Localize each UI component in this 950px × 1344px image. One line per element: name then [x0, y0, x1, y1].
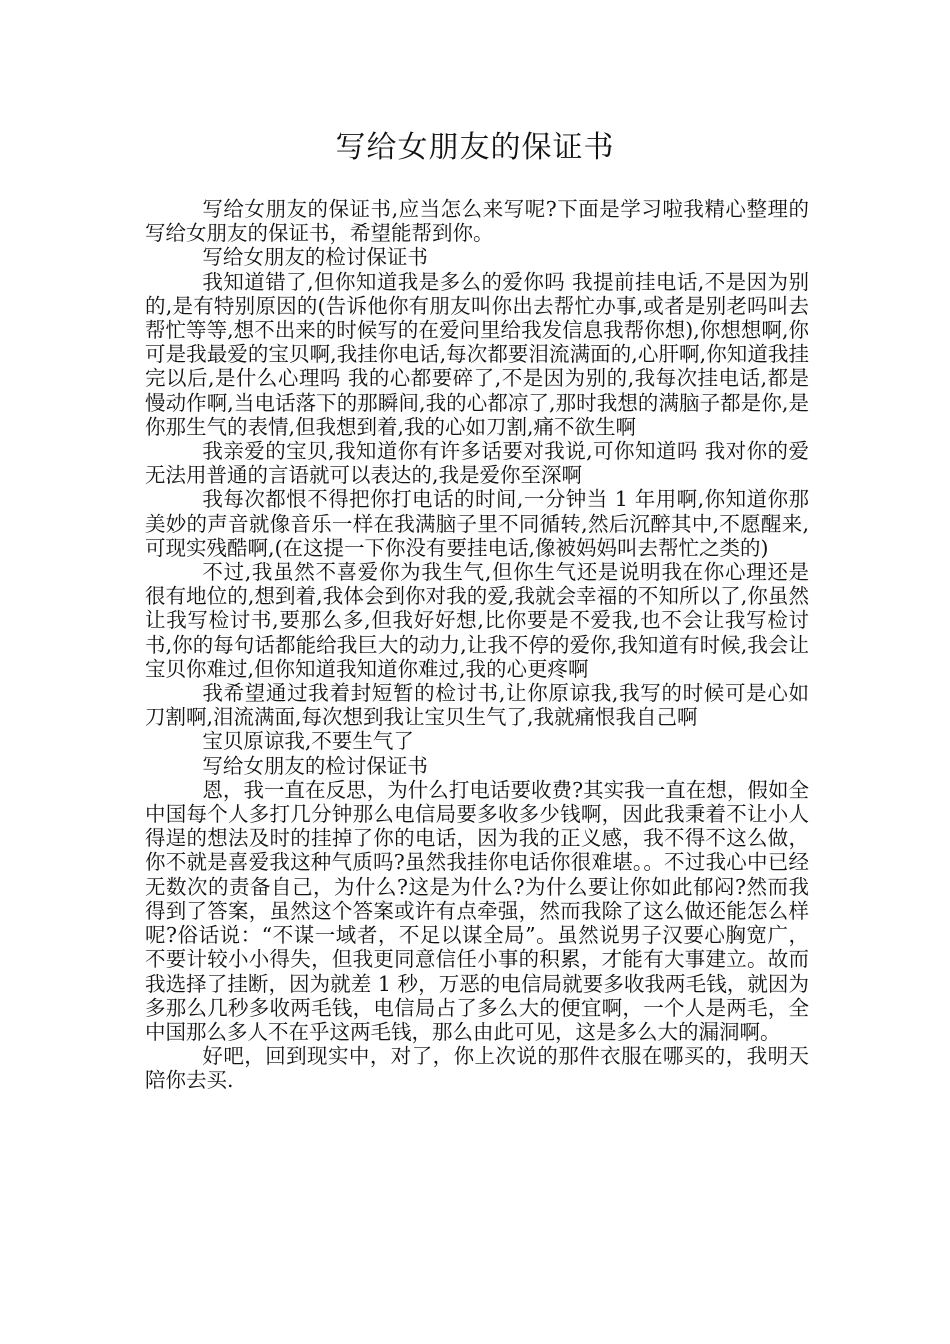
document-title: 写给女朋友的保证书 [335, 130, 615, 165]
section-heading: 写给女朋友的检讨保证书 [202, 245, 428, 270]
paragraph: 好吧，回到现实中，对了，你上次说的那件衣服在哪买的，我明天陪你去买. [145, 1044, 809, 1093]
paragraph: 恩，我一直在反思，为什么打电话要收费?其实我一直在想，假如全中国每个人多打几分钟那么电信局要多收多少钱啊，因此我秉着不让小人得逞的想法及时的挂掉了你的电话，因为我的正义感，我不得不这么做，你不就是喜爱我这种气质吗?虽然我挂你电话你很难堪。。不过我心中已经无数次的责备自己，为什么?这是为什么?为什么要让你如此郁闷?然而我得到了答案，虽然这个答案或许有点牵强，然而我除了这么做还能怎么样呢?俗话说：“不谋一域者，不足以谋全局”。虽然说男子汉要心胸宽广，不要计较小小得失，但我更同意信任小事的积累，才能有大事建立。故而我选择了挂断，因为就差 1 秒，万恶的电信局就要多收我两毛钱，就因为多那么几秒多收两毛钱，电信局占了多么大的便宜啊，一个人是两毛，全中国那么多人不在乎这两毛钱，那么由此可见，这是多么大的漏洞啊。 [145, 777, 809, 1044]
paragraph: 我希望通过我着封短暂的检讨书,让你原谅我,我写的时候可是心如刀割啊,泪流满面,每次想到我让宝贝生气了,我就痛恨我自己啊 [145, 681, 809, 730]
paragraph-intro: 写给女朋友的保证书,应当怎么来写呢?下面是学习啦我精心整理的写给女朋友的保证书，希望能帮到你。 [145, 197, 809, 246]
paragraph: 宝贝原谅我,不要生气了 [202, 729, 414, 754]
document-body [145, 197, 809, 1093]
section-heading: 写给女朋友的检讨保证书 [202, 753, 428, 778]
paragraph: 我亲爱的宝贝,我知道你有许多话要对我说,可你知道吗 我对你的爱无法用普通的言语就可以表达的,我是爱你至深啊 [145, 439, 809, 488]
paragraph: 不过,我虽然不喜爱你为我生气,但你生气还是说明我在你心理还是很有地位的,想到着,我体会到你对我的爱,我就会幸福的不知所以了,你虽然让我写检讨书,要那么多,但我好好想,比你要是不爱我,也不会让我写检讨书,你的每句话都能给我巨大的动力,让我不停的爱你,我知道有时候,我会让宝贝你难过,但你知道我知道你难过,我的心更疼啊 [145, 560, 809, 681]
paragraph: 我每次都恨不得把你打电话的时间,一分钟当 1 年用啊,你知道你那美妙的声音就像音乐一样在我满脑子里不同循转,然后沉醉其中,不愿醒来,可现实残酷啊,(在这提一下你没有要挂电话,像被妈妈叫去帮忙之类的) [145, 487, 809, 560]
paragraph: 我知道错了,但你知道我是多么的爱你吗 我提前挂电话,不是因为别的,是有特别原因的(告诉他你有朋友叫你出去帮忙办事,或者是别老吗叫去帮忙等等,想不出来的时候写的在爱问里给我发信息我帮你想),你想想啊,你可是我最爱的宝贝啊,我挂你电话,每次都要泪流满面的,心肝啊,你知道我挂完以后,是什么心理吗 我的心都要碎了,不是因为别的,我每次挂电话,都是慢动作啊,当电话落下的那瞬间,我的心都凉了,那时我想的满脑子都是你,是你那生气的表情,但我想到着,我的心如刀割,痛不欲生啊 [145, 269, 809, 439]
